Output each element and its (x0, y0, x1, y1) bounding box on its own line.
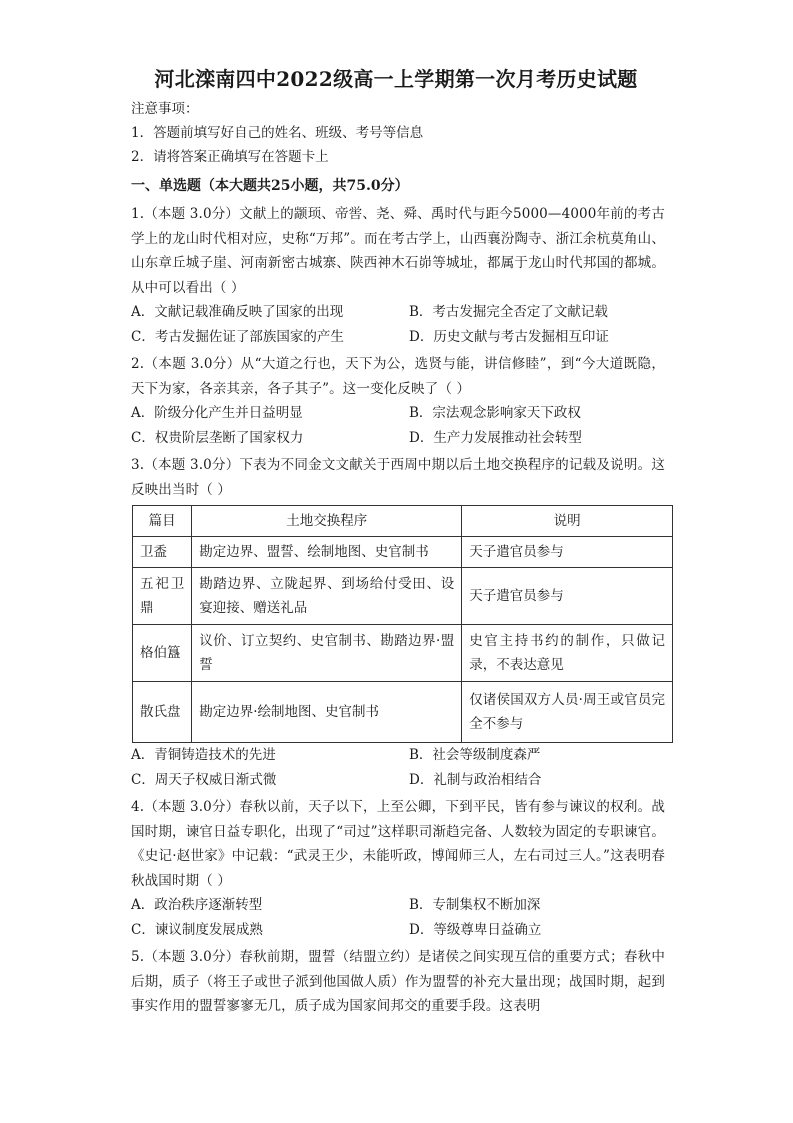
table-row (133, 682, 673, 743)
page-title: 河北滦南四中2022级高一上学期第一次月考历史试题 (154, 67, 638, 91)
option-d: D．礼制与政治相结合 (409, 771, 542, 788)
table-cell: 仅诸侯国双方人员·周王或官员完全不参与 (462, 682, 673, 743)
table-cell: 格伯簋 (133, 625, 192, 682)
table-header-cell: 说明 (462, 506, 673, 537)
notice-heading: 注意事项： (131, 101, 199, 117)
section-heading: 一、单选题（本大题共25小题，共75.0分） (131, 178, 409, 194)
notice-item: 2．请将答案正确填写在答题卡上 (131, 149, 329, 165)
question-2 (131, 352, 665, 450)
table-header-row (133, 506, 673, 537)
option-b: B．宗法观念影响家天下政权 (409, 405, 581, 421)
question-4 (131, 795, 665, 942)
table-header-cell: 篇目 (133, 506, 192, 537)
table-cell: 勘定边界、盟誓、绘制地图、史官制书 (192, 537, 462, 568)
table-header-cell: 土地交换程序 (192, 506, 462, 537)
option-list (131, 893, 665, 942)
question-stem: 5.（本题 3.0分）春秋前期，盟誓（结盟立约）是诸侯之间实现互信的重要方式；春秋中后期，质子（将王子或世子派到他国做人质）作为盟誓的补充大量出现；战国时期，起到事实作用的盟誓寥寥无几，质子成为国家间邦交的重要手段。这表明 (131, 949, 665, 1014)
question-stem: 3.（本题 3.0分）下表为不同金文文献关于西周中期以后土地交换程序的记载及说明。这反映出当时（ ） (131, 457, 665, 498)
option-b: B．专制集权不断加深 (409, 897, 541, 913)
option-a: A．青铜铸造技术的先进 (131, 747, 276, 763)
question-stem: 1.（本题 3.0分）文献上的颛顼、帝喾、尧、舜、禹时代与距今5000—4000年前的考古学上的龙山时代相对应，史称“万邦”。而在考古学上，山西襄汾陶寺、浙江余杭莫角山、山东章丘城子崖、河南新密古城寨、陕西神木石峁等城址，都属于龙山时代邦国的都城。从中可以看出（ ） (131, 206, 665, 296)
table-cell: 散氏盘 (133, 682, 192, 743)
option-b: B．社会等级制度森严 (409, 747, 541, 763)
option-list (131, 401, 665, 450)
option-a: A．阶级分化产生并日益明显 (131, 405, 303, 421)
option-d: D．生产力发展推动社会转型 (409, 429, 582, 446)
option-b: B．考古发掘完全否定了文献记载 (409, 304, 608, 320)
option-a: A．政治秩序逐渐转型 (131, 897, 263, 913)
question-stem: 4.（本题 3.0分）春秋以前，天子以下，上至公卿，下到平民，皆有参与谏议的权利。战国时期，谏官日益专职化，出现了“司过”这样职司渐趋完备、人数较为固定的专职谏官。《史记·赵世家》中记载：“武灵王少，未能听政，博闻师三人，左右司过三人。”这表明春秋战国时期（ ） (131, 799, 665, 889)
option-d: D．历史文献与考古发掘相互印证 (409, 328, 609, 345)
table-cell: 史官主持书约的制作，只做记录，不表达意见 (462, 625, 673, 682)
notice-item: 1．答题前填写好自己的姓名、班级、考号等信息 (131, 125, 424, 141)
table-cell: 勘定边界·绘制地图、史官制书 (192, 682, 462, 743)
table-cell: 天子遣官员参与 (462, 568, 673, 625)
question-3 (131, 453, 665, 792)
option-a: A．文献记载准确反映了国家的出现 (131, 304, 344, 320)
table-cell: 天子遣官员参与 (462, 537, 673, 568)
table-cell: 勘踏边界、立陇起界、到场给付受田、设宴迎接、赠送礼品 (192, 568, 462, 625)
table-cell: 卫盉 (133, 537, 192, 568)
table-cell: 五祀卫鼎 (133, 568, 192, 625)
table-row (133, 625, 673, 682)
option-c: C．周天子权威日渐式微 (131, 771, 277, 788)
option-d: D．等级尊卑日益确立 (409, 921, 542, 938)
question-stem: 2.（本题 3.0分）从“大道之行也，天下为公，选贤与能，讲信修睦”，到“今大道既隐，天下为家，各亲其亲，各子其子”。这一变化反映了（ ） (131, 356, 665, 397)
option-c: C．权贵阶层垄断了国家权力 (131, 429, 304, 446)
option-list (131, 300, 665, 349)
notice-block (131, 97, 665, 169)
table-row (133, 568, 673, 625)
option-c: C．谏议制度发展成熟 (131, 921, 263, 938)
land-exchange-table (132, 505, 673, 743)
question-1 (131, 202, 665, 349)
table-row (133, 537, 673, 568)
table-cell: 议价、订立契约、史官制书、勘踏边界·盟誓 (192, 625, 462, 682)
option-list (131, 743, 665, 792)
option-c: C．考古发掘佐证了部族国家的产生 (131, 328, 344, 345)
question-5 (131, 945, 665, 1019)
